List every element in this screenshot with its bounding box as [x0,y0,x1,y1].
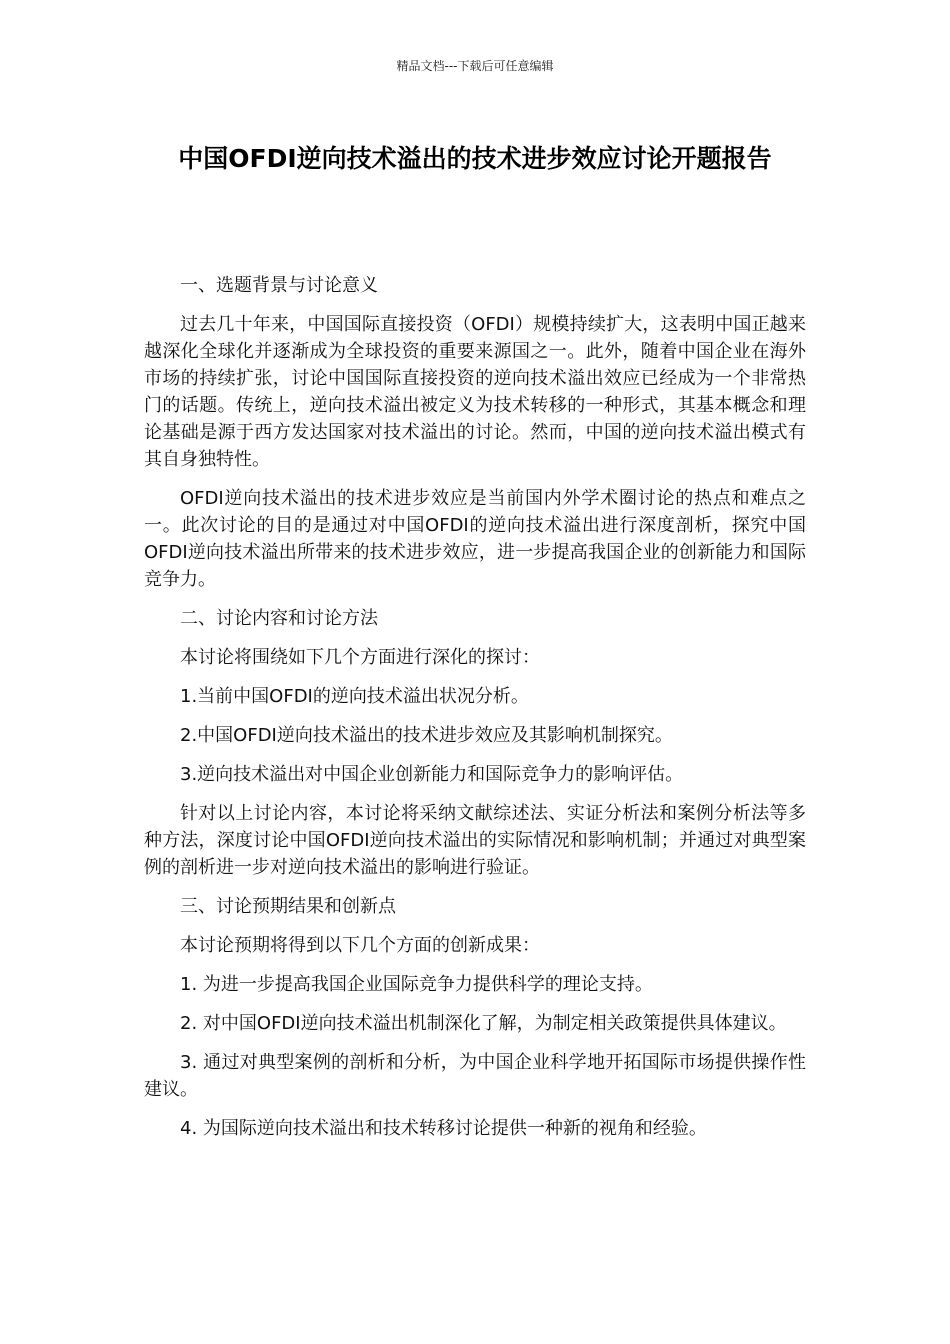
list-item: 2. 对中国OFDI逆向技术溢出机制深化了解，为制定相关政策提供具体建议。 [180,1013,787,1034]
list-item: 3. 通过对典型案例的剖析和分析，为中国企业科学地开拓国际市场提供操作性建议。 [144,1052,806,1100]
paragraph: OFDI逆向技术溢出的技术进步效应是当前国内外学术圈讨论的热点和难点之一。此次讨论的目的是通过对中国OFDI的逆向技术溢出进行深度剖析，探究中国OFDI逆向技术溢出所带来的技术进步效应，进一步提高我国企业的创新能力和国际竞争力。 [144,488,806,590]
list-item: 4. 为国际逆向技术溢出和技术转移讨论提供一种新的视角和经验。 [180,1118,707,1139]
section-heading: 二、讨论内容和讨论方法 [180,608,378,629]
section-3 [144,893,806,1142]
document-body [144,272,806,1154]
list-item: 3.逆向技术溢出对中国企业创新能力和国际竞争力的影响评估。 [180,764,684,785]
section-heading: 三、讨论预期结果和创新点 [180,896,396,917]
paragraph: 针对以上讨论内容，本讨论将采纳文献综述法、实证分析法和案例分析法等多种方法，深度讨论中国OFDI逆向技术溢出的实际情况和影响机制；并通过对典型案例的剖析进一步对逆向技术溢出的影响进行验证。 [144,803,806,878]
page-header: 精品文档---下载后可任意编辑 [396,59,554,73]
paragraph: 本讨论将围绕如下几个方面进行深化的探讨： [180,647,540,668]
section-1 [144,272,806,593]
paragraph: 本讨论预期将得到以下几个方面的创新成果： [180,935,540,956]
section-heading: 一、选题背景与讨论意义 [180,275,378,296]
section-2 [144,605,806,881]
paragraph: 过去几十年来，中国国际直接投资（OFDI）规模持续扩大，这表明中国正越来越深化全球化并逐渐成为全球投资的重要来源国之一。此外，随着中国企业在海外市场的持续扩张，讨论中国国际直接投资的逆向技术溢出效应已经成为一个非常热门的话题。传统上，逆向技术溢出被定义为技术转移的一种形式，其基本概念和理论基础是源于西方发达国家对技术溢出的讨论。然而，中国的逆向技术溢出模式有其自身独特性。 [144,314,806,470]
list-item: 2.中国OFDI逆向技术溢出的技术进步效应及其影响机制探究。 [180,725,673,746]
list-item: 1.当前中国OFDI的逆向技术溢出状况分析。 [180,686,529,707]
list-item: 1. 为进一步提高我国企业国际竞争力提供科学的理论支持。 [180,974,653,995]
document-title: 中国OFDI逆向技术溢出的技术进步效应讨论开题报告 [178,144,772,173]
